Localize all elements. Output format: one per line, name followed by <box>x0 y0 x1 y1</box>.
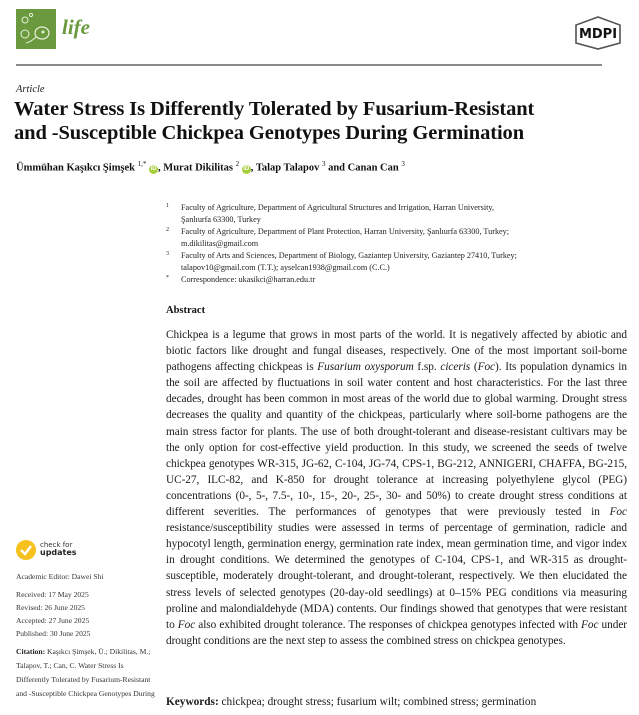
title-line-2: and -Susceptible Chickpea Genotypes During Germination <box>14 122 524 144</box>
academic-editor: Academic Editor: Dawei Shi <box>16 572 104 581</box>
abstract-text: also exhibited drought tolerance. The responses of chickpea genotypes infected with <box>195 618 582 631</box>
citation <box>16 645 156 701</box>
keywords-label: Keywords: <box>166 696 219 708</box>
correspondence-email[interactable]: Correspondence: ukasikci@harran.edu.tr <box>181 275 316 284</box>
accepted-date: Accepted: 27 June 2025 <box>16 616 90 625</box>
article-type: Article <box>16 84 45 95</box>
check-updates-line-2: updates <box>40 548 77 557</box>
journal-header <box>16 9 624 49</box>
author-name[interactable]: Canan Can <box>347 162 399 174</box>
affiliation-item <box>166 202 636 226</box>
received-date: Received: 17 May 2025 <box>16 590 89 599</box>
abstract-text: ( <box>470 361 478 374</box>
check-for-updates-button[interactable] <box>16 540 156 570</box>
affiliation-item <box>166 226 636 250</box>
affiliation-email[interactable]: m.dikilitas@gmail.com <box>181 239 259 248</box>
author-separator: , <box>158 162 164 174</box>
author-affiliation-mark: 2 <box>235 160 240 168</box>
author-name[interactable]: Talap Talapov <box>255 162 320 174</box>
mdpi-logo <box>572 15 624 51</box>
abstract-italic: Foc <box>477 361 496 374</box>
article-sidebar <box>16 540 156 701</box>
correspondence-mark: * <box>166 275 169 281</box>
affiliation-text: Faculty of Agriculture, Department of Agricultural Structures and Irrigation, Harran University, <box>181 203 495 212</box>
orcid-icon[interactable]: iD <box>150 165 157 172</box>
author-separator: and <box>325 162 348 174</box>
affiliation-number: 1 <box>166 203 169 209</box>
affiliation-item <box>166 250 636 274</box>
mdpi-logo-text: MDPI <box>578 27 618 42</box>
affiliation-number: 3 <box>166 251 169 257</box>
abstract-italic: Fusarium oxysporum <box>317 361 414 374</box>
author-affiliation-mark: 3 <box>401 160 405 168</box>
abstract-italic: Foc <box>177 618 196 631</box>
keywords <box>166 696 536 708</box>
abstract-body <box>166 327 627 649</box>
affiliation-text: Şanlıurfa 63300, Turkey <box>181 215 261 224</box>
abstract-italic: Foc <box>609 506 627 519</box>
published-date: Published: 30 June 2025 <box>16 629 91 638</box>
abstract-text: f.sp. <box>413 361 441 374</box>
affiliation-text: Faculty of Agriculture, Department of Plant Protection, Harran University, Şanlıurfa 63300, Turkey; <box>181 227 510 236</box>
article-title <box>14 97 634 145</box>
journal-name: life <box>62 15 90 39</box>
abstract-italic: ciceris <box>440 361 471 374</box>
keywords-list: chickpea; drought stress; fusarium wilt; combined stress; germination <box>218 696 537 708</box>
abstract-text: Chickpea is a legume that grows in most parts of the world. It is negatively affected by abiotic and biotic factors like drought and fungal diseases, respectively. One of the most important soil-borne pathogens affecting chickpeas is <box>166 329 627 374</box>
abstract-italic: Foc <box>581 618 599 631</box>
citation-text: Kaşıkcı Şimşek, Ü.; Dikilitas, M.; Talapov, T.; Can, C. Water Stress Is Differently Tolerated by Fusarium-Resistant and -Susceptible Chickpea Genotypes During <box>16 647 155 698</box>
header-divider <box>16 64 602 66</box>
abstract-text: ). Its population dynamics in the soil are affected by fluctuations in soil water content and host characteristics. For the last three decades, drought has been common in most areas of the world due to global warming. Drought stress decreases the quality and quantity of the chickpeas, particularly where soil-borne pathogens are the main stress factor for plants. The use of both drought-tolerant and disease-resistant cultivars may be the only option for cost-effective yield production. In this study, we screened the seeds of twelve chickpea genotypes WR-315, JG-62, C-104, JG-74, CPS-1, BG-212, ANNIGERI, CHAFFA, BG-215, UC-27, ILC-82, and K-850 for drought tolerance at increasing polyethylene glycol (PEG) concentrations (0-, 5-, 7.5-, 10-, 15-, 20-, 25-, 30- and 50%) to create drought stress conditions at different severities. The performances of genotypes that were previously tested in <box>166 361 627 519</box>
author-separator: , <box>250 162 256 174</box>
author-affiliation-mark: 1,* <box>137 160 147 168</box>
author-name[interactable]: Murat Dikilitas <box>163 162 233 174</box>
correspondence-item <box>166 274 636 286</box>
affiliation-email[interactable]: talapov10@gmail.com (T.T.); ayselcan1938@gmail.com (C.C.) <box>181 263 390 272</box>
check-for-updates-label <box>40 541 77 557</box>
life-journal-logo-icon <box>16 9 56 49</box>
orcid-icon[interactable]: iD <box>243 165 250 172</box>
check-updates-line-1: check for <box>40 541 73 549</box>
author-name[interactable]: Ümmühan Kaşıkcı Şimşek <box>16 162 136 174</box>
author-affiliation-mark: 3 <box>321 160 326 168</box>
author-list <box>16 160 405 174</box>
affiliations <box>166 202 636 286</box>
affiliation-text: Faculty of Arts and Sciences, Department of Biology, Gaziantep University, Gaziantep 27410, Turkey; <box>181 251 517 260</box>
title-line-1: Water Stress Is Differently Tolerated by Fusarium-Resistant <box>14 98 535 120</box>
citation-label: Citation: <box>16 647 46 656</box>
revised-date: Revised: 26 June 2025 <box>16 603 85 612</box>
abstract-text: under drought conditions are the next step to assess the combined stress on chickpea genotypes. <box>166 618 628 647</box>
abstract-heading: Abstract <box>166 305 206 316</box>
affiliation-number: 2 <box>166 227 169 233</box>
abstract-text: resistance/susceptibility studies were assessed in terms of percentage of germination, radicle and hypocotyl length, germination energy, germination rate index, mean germination time, and vigor index in drought conditions. We determined the genotypes of C-104, CPS-1, and WR-315 as drought-susceptible, moderately drought-tolerant, and drought-tolerant, respectively. We then elucidated the stress levels of selected genotypes (20-day-old seedlings) at 0–15% PEG conditions via measuring proline and malondialdehyde (MDA) contents. Our findings showed that genotypes that were resistant to <box>166 522 627 631</box>
checkmark-icon <box>16 540 36 560</box>
